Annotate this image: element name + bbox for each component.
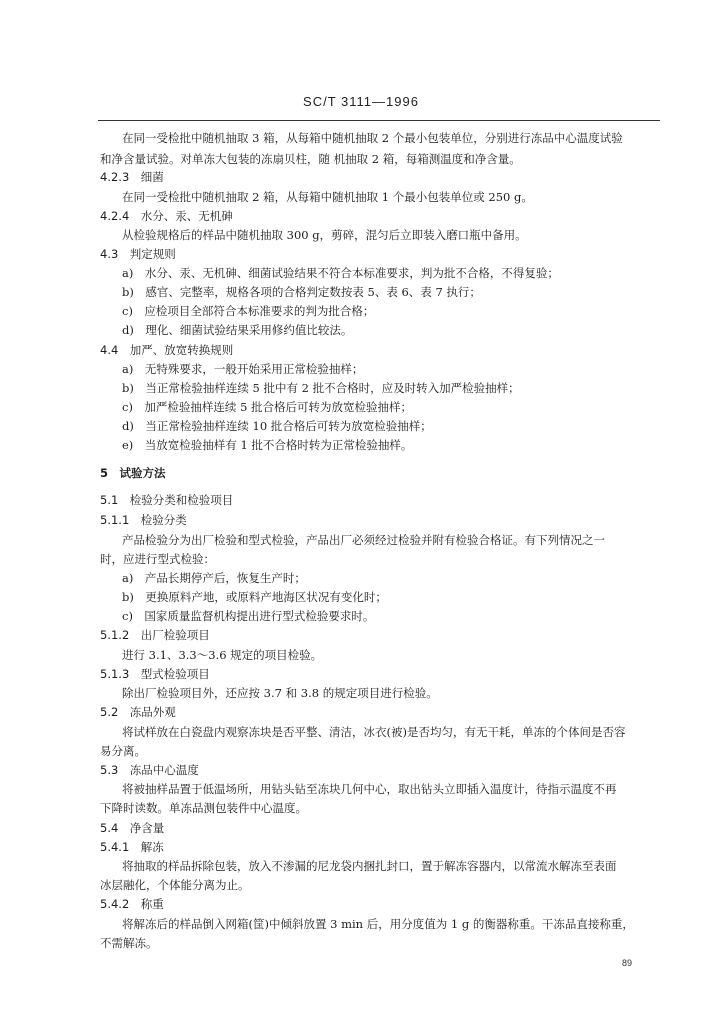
- list-item: e) 当放宽检验抽样有 1 批不合格时转为正常检验抽样。: [122, 438, 413, 452]
- section-heading-4-2-3: 4.2.3 细菌: [100, 170, 164, 184]
- section-heading-4-3: 4.3 判定规则: [100, 247, 176, 261]
- list-item: d) 当正常检验抽样连续 10 批合格后可转为放宽检验抽样；: [122, 419, 432, 433]
- section-heading-5-3: 5.3 冻品中心温度: [100, 763, 199, 777]
- list-item: d) 理化、细菌试验结果采用修约值比较法。: [122, 323, 353, 337]
- list-item: a) 产品长期停产后，恢复生产时；: [122, 571, 306, 585]
- section-heading-4-2-4: 4.2.4 水分、汞、无机砷: [100, 209, 233, 223]
- page-number: 89: [622, 958, 633, 968]
- list-item: a) 水分、汞、无机砷、细菌试验结果不符合本标准要求，判为批不合格，不得复验；: [122, 266, 559, 280]
- text-line: 进行 3.1、3.3～3.6 规定的项目检验。: [122, 648, 323, 662]
- section-heading-5: 5 试验方法: [100, 466, 166, 480]
- list-item: b) 感官、完整率，规格各项的合格判定数按表 5、表 6、表 7 执行；: [122, 285, 481, 299]
- text-line: 产品检验分为出厂检验和型式检验，产品出厂必须经过检验并附有检验合格证。有下列情况之一: [122, 533, 605, 547]
- text-line: 在同一受检批中随机抽取 2 箱，从每箱中随机抽取 1 个最小包装单位或 250 g。: [122, 190, 533, 204]
- text-line: 下降时读数。单冻品测包装件中心温度。: [100, 801, 307, 815]
- list-item: c) 加严检验抽样连续 5 批合格后可转为放宽检验抽样；: [122, 400, 413, 414]
- text-line: 时，应进行型式检验：: [100, 552, 215, 566]
- text-line: 和净含量试验。对单冻大包装的冻扇贝柱，随 机抽取 2 箱，每箱测温度和净含量。: [100, 152, 521, 166]
- text-line: 将试样放在白瓷盘内观察冻块是否平整、清洁，冰衣(被)是否均匀，有无干耗，单冻的个体间是否容: [122, 725, 626, 739]
- section-heading-5-2: 5.2 冻品外观: [100, 705, 176, 719]
- list-item: c) 国家质量监督机构提出进行型式检验要求时。: [122, 609, 375, 623]
- section-heading-5-1-2: 5.1.2 出厂检验项目: [100, 628, 210, 642]
- text-line: 冰层融化，个体能分离为止。: [100, 878, 250, 892]
- list-item: b) 当正常检验抽样连续 5 批中有 2 批不合格时，应及时转入加严检验抽样；: [122, 381, 520, 395]
- text-line: 从检验规格后的样品中随机抽取 300 g，剪碎，混匀后立即装入磨口瓶中备用。: [122, 228, 527, 242]
- text-line: 将解冻后的样品倒入网箱(筐)中倾斜放置 3 min 后，用分度值为 1 g 的衡器称重。干冻品直接称重，: [122, 917, 634, 931]
- section-heading-5-4-2: 5.4.2 称重: [100, 897, 164, 911]
- list-item: a) 无特殊要求，一般开始采用正常检验抽样；: [122, 362, 364, 376]
- section-heading-5-1-1: 5.1.1 检验分类: [100, 513, 187, 527]
- section-heading-5-4: 5.4 净含量: [100, 821, 165, 835]
- list-item: b) 更换原料产地，或原料产地海区状况有变化时；: [122, 590, 387, 604]
- standard-header: SC/T 3111—1996: [303, 94, 419, 109]
- text-line: 将被抽样品置于低温场所，用钻头钻至冻块几何中心，取出钻头立即插入温度计，待指示温度不再: [122, 782, 617, 796]
- section-heading-5-1: 5.1 检验分类和检验项目: [100, 493, 234, 507]
- text-line: 不需解冻。: [100, 936, 158, 950]
- header-rule: [98, 120, 660, 121]
- section-heading-5-1-3: 5.1.3 型式检验项目: [100, 667, 210, 681]
- list-item: c) 应检项目全部符合本标准要求的判为批合格；: [122, 304, 375, 318]
- text-line: 除出厂检验项目外，还应按 3.7 和 3.8 的规定项目进行检验。: [122, 686, 438, 700]
- text-line: 易分离。: [100, 744, 146, 758]
- section-heading-5-4-1: 5.4.1 解冻: [100, 840, 164, 854]
- text-line: 将抽取的样品拆除包装，放入不渗漏的尼龙袋内捆扎封口，置于解冻容器内，以常流水解冻至表面: [122, 859, 617, 873]
- text-line: 在同一受检批中随机抽取 3 箱，从每箱中随机抽取 2 个最小包装单位，分别进行冻品中心温度试验: [122, 131, 623, 145]
- section-heading-4-4: 4.4 加严、放宽转换规则: [100, 343, 234, 357]
